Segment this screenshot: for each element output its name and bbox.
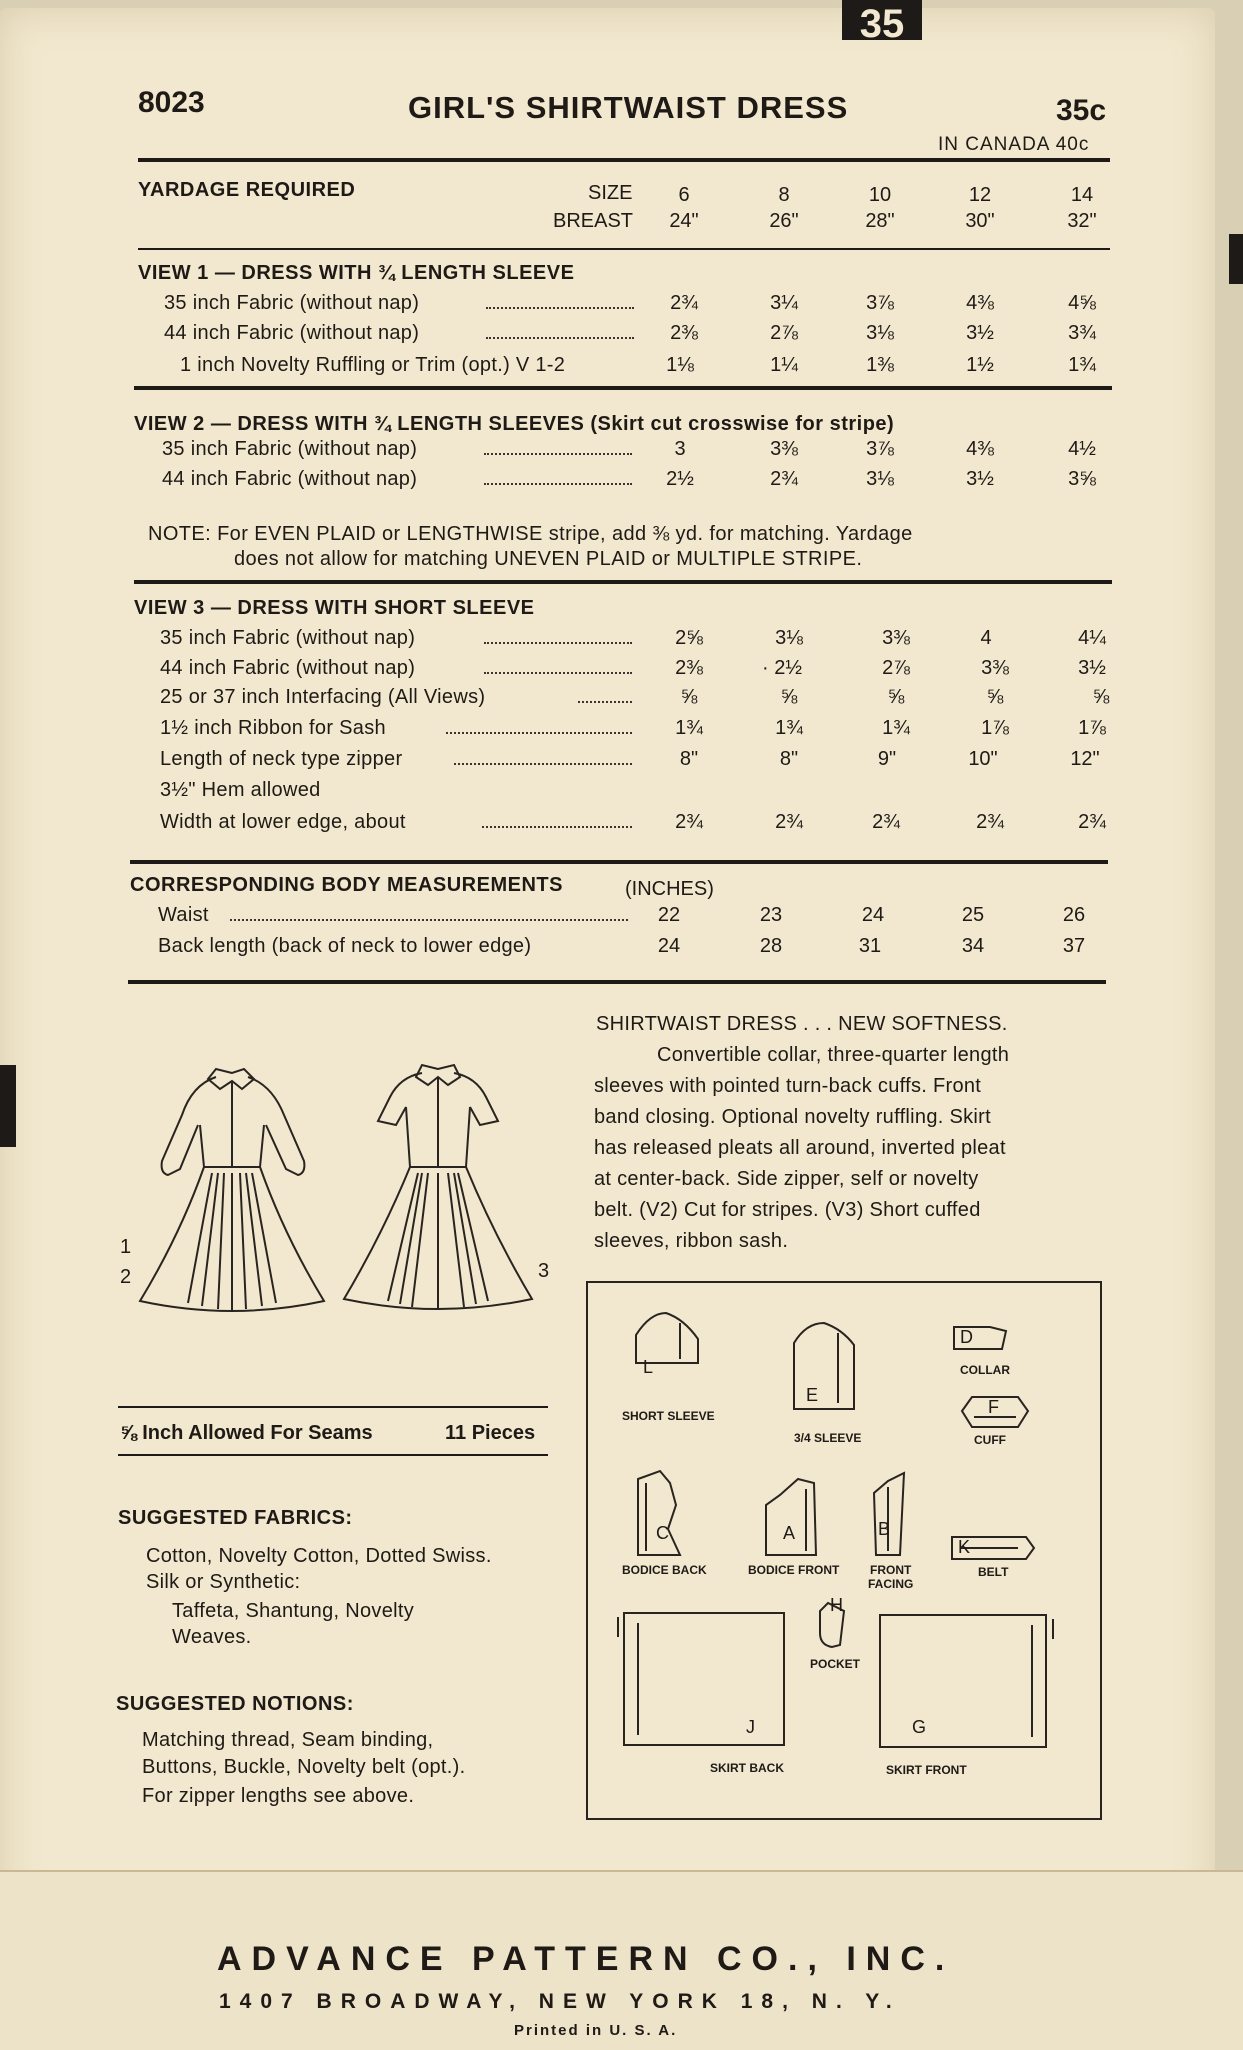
breast-value: 30" xyxy=(965,210,995,232)
notions-line: Buttons, Buckle, Novelty belt (opt.). xyxy=(142,1756,466,1778)
row-value: 1¾ xyxy=(882,717,910,739)
piece-label: COLLAR xyxy=(960,1363,1010,1377)
row-label: Length of neck type zipper xyxy=(160,748,403,770)
size-value: 14 xyxy=(1070,184,1094,206)
piece-label: CUFF xyxy=(974,1433,1006,1447)
description-line: Convertible collar, three-quarter length xyxy=(657,1044,1010,1066)
pattern-pieces-svg xyxy=(588,1283,1100,1818)
row-value: 4½ xyxy=(1068,438,1096,460)
row-value: 28 xyxy=(759,935,783,957)
body-row xyxy=(0,935,1243,965)
pattern-pieces-diagram xyxy=(586,1281,1102,1820)
row-value: 23 xyxy=(759,904,783,926)
note-line: does not allow for matching UNEVEN PLAID or MULTIPLE STRIPE. xyxy=(234,548,863,570)
row-value: ⅝ xyxy=(887,686,905,708)
row-value: 25 xyxy=(961,904,985,926)
row-label: Back length (back of neck to lower edge) xyxy=(158,935,532,957)
size-label: SIZE xyxy=(588,182,633,204)
dress-illustration xyxy=(120,1055,560,1335)
yardage-heading: YARDAGE REQUIRED xyxy=(138,179,356,201)
row-value: 4⅜ xyxy=(966,438,994,460)
row-value: 9" xyxy=(877,748,897,770)
dot-leader xyxy=(454,763,632,765)
view2-heading: VIEW 2 — DRESS WITH ¾ LENGTH SLEEVES (Skirt cut crosswise for stripe) xyxy=(134,413,895,435)
dot-leader xyxy=(484,642,632,644)
piece-label: 3/4 SLEEVE xyxy=(794,1431,862,1445)
body-unit: (INCHES) xyxy=(625,878,714,900)
size-value: 8 xyxy=(778,184,790,206)
row-value: 24 xyxy=(657,935,681,957)
row-value: 2⅞ xyxy=(770,322,798,344)
page-title: GIRL'S SHIRTWAIST DRESS xyxy=(408,90,849,125)
dot-leader xyxy=(230,919,628,921)
row-value: 2⅝ xyxy=(675,627,703,649)
breast-row xyxy=(0,210,1243,240)
view3-heading: VIEW 3 — DRESS WITH SHORT SLEEVE xyxy=(134,597,535,619)
row-value: 3⅛ xyxy=(775,627,803,649)
view-number: 2 xyxy=(120,1266,132,1288)
divider xyxy=(134,580,1112,584)
row-value: ⅝ xyxy=(680,686,698,708)
yardage-row xyxy=(0,748,1243,778)
row-value: 8" xyxy=(679,748,699,770)
row-value: 22 xyxy=(657,904,681,926)
row-value: 3⅛ xyxy=(866,468,894,490)
tab-number: 35 xyxy=(842,0,922,40)
edge-mark-right xyxy=(1229,234,1243,284)
notions-line: Matching thread, Seam binding, xyxy=(142,1729,434,1751)
row-value: 3⅞ xyxy=(866,438,894,460)
size-value: 10 xyxy=(868,184,892,206)
breast-value: 24" xyxy=(669,210,699,232)
divider xyxy=(118,1454,548,1456)
row-value: 2⅞ xyxy=(882,657,910,679)
description-line: sleeves, ribbon sash. xyxy=(594,1230,789,1252)
yardage-row xyxy=(0,468,1243,498)
row-value: 4¼ xyxy=(1078,627,1106,649)
body-heading: CORRESPONDING BODY MEASUREMENTS xyxy=(130,874,563,896)
row-value: 2¾ xyxy=(872,811,900,833)
yardage-row xyxy=(0,657,1243,687)
row-value: 3⅜ xyxy=(882,627,910,649)
notions-heading: SUGGESTED NOTIONS: xyxy=(116,1693,354,1715)
view-number: 1 xyxy=(120,1236,132,1258)
piece-letter: D xyxy=(960,1327,973,1347)
row-value: 1⅞ xyxy=(981,717,1009,739)
piece-label: POCKET xyxy=(810,1657,861,1671)
row-label: Width at lower edge, about xyxy=(160,811,406,833)
breast-value: 28" xyxy=(865,210,895,232)
row-value: 4 xyxy=(980,627,992,649)
row-value: 4⅜ xyxy=(966,292,994,314)
yardage-row xyxy=(0,438,1243,468)
row-label: 44 inch Fabric (without nap) xyxy=(164,322,420,344)
row-value: 1⅛ xyxy=(666,354,694,376)
size-value: 6 xyxy=(678,184,690,206)
breast-value: 32" xyxy=(1067,210,1097,232)
piece-letter: E xyxy=(806,1385,819,1405)
row-label: 35 inch Fabric (without nap) xyxy=(160,627,416,649)
piece-letter: K xyxy=(958,1537,971,1557)
description-line: band closing. Optional novelty ruffling. Skirt xyxy=(594,1106,991,1128)
piece-label: FACING xyxy=(868,1577,914,1591)
row-value: 1¾ xyxy=(775,717,803,739)
divider xyxy=(138,248,1110,250)
row-value: 2½ xyxy=(666,468,694,490)
yardage-row xyxy=(0,686,1243,716)
row-value: 1⅜ xyxy=(866,354,894,376)
dot-leader xyxy=(484,483,632,485)
row-value: 2¾ xyxy=(675,811,703,833)
row-label: 1½ inch Ribbon for Sash xyxy=(160,717,386,739)
row-value: 3½ xyxy=(966,322,994,344)
yardage-row xyxy=(0,292,1243,322)
row-value: · 2½ xyxy=(761,657,803,679)
piece-label: FRONT xyxy=(870,1563,912,1577)
row-value: 3¾ xyxy=(1068,322,1096,344)
dot-leader xyxy=(484,453,632,455)
fabrics-line: Weaves. xyxy=(172,1626,252,1648)
piece-count: 11 Pieces xyxy=(445,1422,536,1444)
row-value: 26 xyxy=(1062,904,1086,926)
view1-heading: VIEW 1 — DRESS WITH ¾ LENGTH SLEEVE xyxy=(138,262,575,284)
row-value: 1¾ xyxy=(1068,354,1096,376)
row-value: 10" xyxy=(968,748,998,770)
pattern-number: 8023 xyxy=(138,86,205,119)
piece-letter: C xyxy=(656,1523,669,1543)
company-address: 1407 BROADWAY, NEW YORK 18, N. Y. xyxy=(219,1990,901,2013)
description-line: belt. (V2) Cut for stripes. (V3) Short cuffed xyxy=(594,1199,981,1221)
row-label: Waist xyxy=(158,904,209,926)
row-value: 2¾ xyxy=(670,292,698,314)
company-name: ADVANCE PATTERN CO., INC. xyxy=(217,1940,955,1978)
row-value: 3⅞ xyxy=(866,292,894,314)
row-value: 3⅜ xyxy=(770,438,798,460)
piece-label: BELT xyxy=(978,1565,1009,1579)
row-value: 34 xyxy=(961,935,985,957)
row-value: 2⅜ xyxy=(670,322,698,344)
row-value: 37 xyxy=(1062,935,1086,957)
row-value: 3 xyxy=(674,438,686,460)
description-line: at center-back. Side zipper, self or novelty xyxy=(594,1168,979,1190)
row-value: 2¾ xyxy=(976,811,1004,833)
piece-label: BODICE FRONT xyxy=(748,1563,840,1577)
piece-label: BODICE BACK xyxy=(622,1563,707,1577)
piece-label: SKIRT BACK xyxy=(710,1761,784,1775)
piece-letter: H xyxy=(830,1595,843,1615)
dot-leader xyxy=(482,826,632,828)
row-value: 1⅞ xyxy=(1078,717,1106,739)
dot-leader xyxy=(486,337,634,339)
row-value: ⅝ xyxy=(986,686,1004,708)
row-label: 35 inch Fabric (without nap) xyxy=(164,292,420,314)
row-value: 3⅛ xyxy=(866,322,894,344)
row-label: 1 inch Novelty Ruffling or Trim (opt.) V 1-2 xyxy=(180,354,566,376)
row-value: 24 xyxy=(861,904,885,926)
row-value: 2¾ xyxy=(770,468,798,490)
dot-leader xyxy=(484,672,632,674)
row-value: 3⅝ xyxy=(1068,468,1096,490)
piece-letter: J xyxy=(746,1717,755,1737)
size-value: 12 xyxy=(968,184,992,206)
yardage-row xyxy=(0,322,1243,352)
row-value: 1¼ xyxy=(770,354,798,376)
row-value: 1½ xyxy=(966,354,994,376)
view-number: 3 xyxy=(538,1260,550,1282)
row-value: 12" xyxy=(1070,748,1100,770)
yardage-row xyxy=(0,811,1243,841)
dot-leader xyxy=(578,701,632,703)
divider xyxy=(134,386,1112,390)
dot-leader xyxy=(446,732,632,734)
fabrics-line: Taffeta, Shantung, Novelty xyxy=(172,1600,415,1622)
row-value: 4⅝ xyxy=(1068,292,1096,314)
fabrics-line: Cotton, Novelty Cotton, Dotted Swiss. xyxy=(146,1545,492,1567)
description-line: SHIRTWAIST DRESS . . . NEW SOFTNESS. xyxy=(596,1013,1008,1035)
row-value: 3½ xyxy=(1078,657,1106,679)
row-value: 3½ xyxy=(966,468,994,490)
piece-letter: B xyxy=(878,1519,891,1539)
description-line: has released pleats all around, inverted pleat xyxy=(594,1137,1006,1159)
piece-label: SKIRT FRONT xyxy=(886,1763,967,1777)
row-label: 44 inch Fabric (without nap) xyxy=(160,657,416,679)
row-value: ⅝ xyxy=(780,686,798,708)
breast-label: BREAST xyxy=(553,210,634,232)
dot-leader xyxy=(486,307,634,309)
row-value: 1¾ xyxy=(675,717,703,739)
body-row xyxy=(0,904,1243,934)
price: 35c xyxy=(1056,94,1107,127)
notions-line: For zipper lengths see above. xyxy=(142,1785,415,1807)
yardage-row xyxy=(0,354,1243,384)
row-value: 2⅜ xyxy=(675,657,703,679)
row-value: 31 xyxy=(858,935,882,957)
piece-letter: G xyxy=(912,1717,927,1737)
piece-label: SHORT SLEEVE xyxy=(622,1409,715,1423)
divider xyxy=(128,980,1106,984)
row-label: 44 inch Fabric (without nap) xyxy=(162,468,418,490)
fabrics-line: Silk or Synthetic: xyxy=(146,1571,301,1593)
yardage-row xyxy=(0,717,1243,747)
piece-letter: A xyxy=(783,1523,796,1543)
yardage-row xyxy=(0,779,1243,809)
note-line: NOTE: For EVEN PLAID or LENGTHWISE stripe, add ⅜ yd. for matching. Yardage xyxy=(148,523,913,545)
edge-mark-left xyxy=(0,1065,16,1147)
yardage-row xyxy=(0,627,1243,657)
divider xyxy=(130,860,1108,864)
row-value: 2¾ xyxy=(1078,811,1106,833)
row-value: 3⅜ xyxy=(981,657,1009,679)
breast-value: 26" xyxy=(769,210,799,232)
seam-allowance: ⅝ Inch Allowed For Seams xyxy=(120,1422,373,1444)
divider xyxy=(118,1406,548,1408)
row-value: 3¼ xyxy=(770,292,798,314)
row-value: ⅝ xyxy=(1092,686,1110,708)
row-label: 3½" Hem allowed xyxy=(160,779,321,801)
row-label: 35 inch Fabric (without nap) xyxy=(162,438,418,460)
divider xyxy=(138,158,1110,162)
printed-in: Printed in U. S. A. xyxy=(514,2022,678,2039)
piece-letter: F xyxy=(988,1397,999,1417)
row-value: 8" xyxy=(779,748,799,770)
fabrics-heading: SUGGESTED FABRICS: xyxy=(118,1507,353,1529)
piece-letter: L xyxy=(643,1357,654,1377)
row-label: 25 or 37 inch Interfacing (All Views) xyxy=(160,686,486,708)
canada-price: IN CANADA 40c xyxy=(938,134,1090,155)
row-value: 2¾ xyxy=(775,811,803,833)
description-line: sleeves with pointed turn-back cuffs. Front xyxy=(594,1075,982,1097)
